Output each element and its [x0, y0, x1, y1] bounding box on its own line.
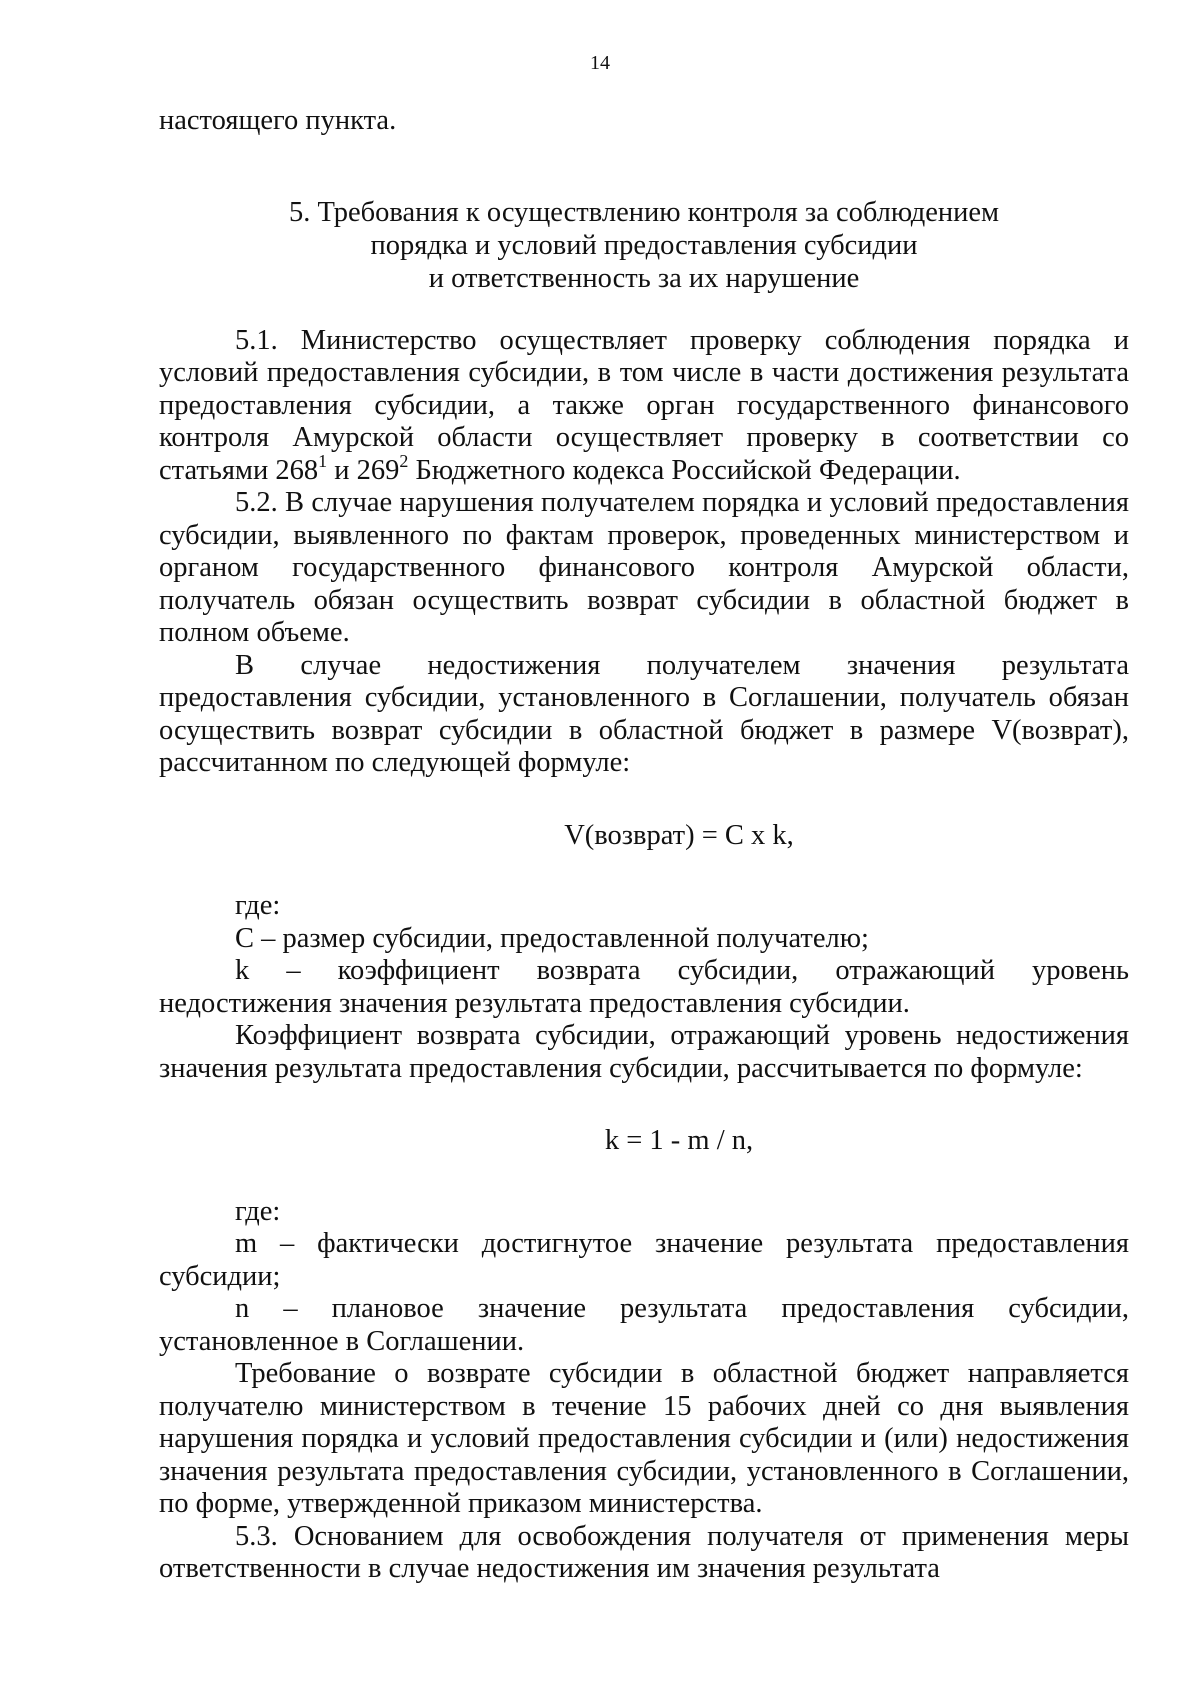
paragraph-5-1 [159, 325, 1129, 488]
intro-paragraph: настоящего пункта. [159, 105, 397, 136]
paragraph-5-3: 5.3. Основанием для освобождения получателя от применения меры ответственности в случае недостижения им значения результата [159, 1520, 1129, 1584]
definition-m: m – фактически достигнутое значение результата предоставления субсидии; [159, 1228, 1129, 1292]
definition-k: k – коэффициент возврата субсидии, отражающий уровень недостижения значения результата предоставления субсидии. [159, 955, 1129, 1019]
paragraph-5-1-text-a: 5.1. Министерство осуществляет проверку соблюдения порядка и условий предоставления субсидии, в том числе в части достижения результата предоставления субсидии, а также орган государственного финансового контроля Амурской области осуществляет проверку в соответствии со статьями 268 [159, 324, 1129, 486]
paragraph-nedostizhenie: В случае недостижения получателем значения результата предоставления субсидии, установленного в Соглашении, получатель обязан осуществить возврат субсидии в областной бюджет в размере V(возврат), рассчитанном по следующей формуле: [159, 649, 1129, 778]
paragraph-coefficient: Коэффициент возврата субсидии, отражающий уровень недостижения значения результата предоставления субсидии, рассчитывается по формуле: [159, 1020, 1129, 1084]
heading-line-2: порядка и условий предоставления субсидии [370, 229, 918, 261]
formula-return: V(возврат) = C x k, [564, 819, 794, 851]
definition-n: n – плановое значение результата предоставления субсидии, установленное в Соглашении. [159, 1293, 1129, 1357]
formula-coefficient: k = 1 - m / n, [604, 1125, 754, 1156]
document-body [159, 105, 1129, 1586]
section-heading [159, 196, 1129, 295]
paragraph-5-1-text-c: Бюджетного кодекса Российской Федерации. [408, 454, 961, 486]
paragraph-5-2: 5.2. В случае нарушения получателем порядка и условий предоставления субсидии, выявленного по фактам проверок, проведенных министерством и органом государственного финансового контроля Амурской области, получатель обязан осуществить возврат субсидии в областной бюджет в полном объеме. [159, 487, 1129, 648]
heading-line-1: 5. Требования к осуществлению контроля за соблюдением [288, 196, 1000, 228]
paragraph-requirement: Требование о возврате субсидии в областной бюджет направляется получателю министерством в течение 15 рабочих дней со дня выявления нарушения порядка и условий предоставления субсидии и (или) недостижения значения результата предоставления субсидии, установленного в Соглашении, по форме, утвержденной приказом министерства. [159, 1358, 1129, 1519]
paragraph-5-1-text-b: и 269 [327, 454, 400, 486]
page-number: 14 [590, 52, 610, 74]
superscript-1: 1 [318, 450, 328, 471]
heading-line-3: и ответственность за их нарушение [428, 262, 860, 294]
where-label-2: где: [235, 1195, 281, 1227]
where-label-1: где: [235, 890, 281, 921]
superscript-2: 2 [399, 450, 409, 471]
definition-c: C – размер субсидии, предоставленной получателю; [235, 922, 869, 954]
